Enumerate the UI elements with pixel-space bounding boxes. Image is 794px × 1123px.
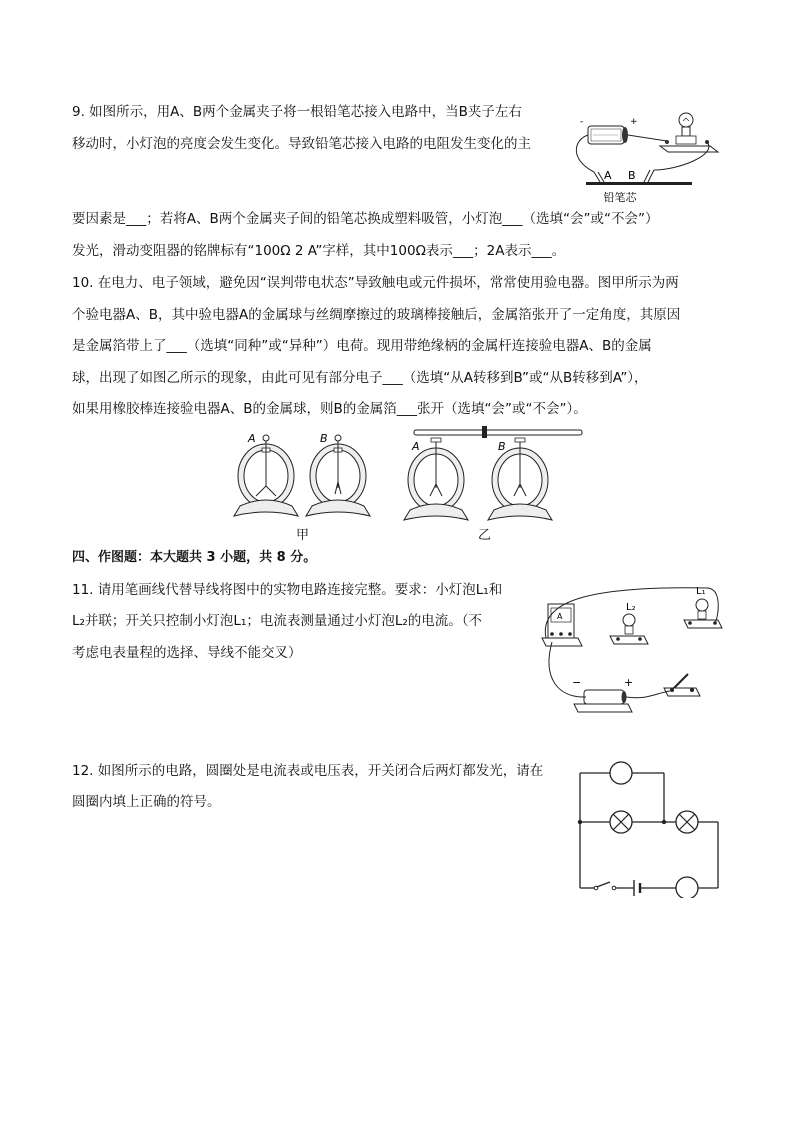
q11-line-1: 11. 请用笔画线代替导线将图中的实物电路连接完整。要求：小灯泡L₁和 xyxy=(72,582,503,598)
pencil-lead-circuit-figure xyxy=(568,110,724,205)
electroscope-a2-icon xyxy=(404,438,468,520)
electroscope-a2-label: A xyxy=(412,440,420,453)
electroscope-b2-label: B xyxy=(498,440,506,453)
bulb-l2-icon xyxy=(610,602,648,644)
clip-a-label: A xyxy=(604,169,612,182)
q10-line-4: 球，出现了如图乙所示的现象，由此可见有部分电子___（选填“从A转移到B”或“从B转移到A”）， xyxy=(72,370,648,386)
q10-line-2: 个验电器A、B，其中验电器A的金属球与丝绸摩擦过的玻璃棒接触后，金属箔张开了一定角度，其原因 xyxy=(72,307,681,323)
meter-circle-top[interactable] xyxy=(610,762,632,784)
battery-minus-label: − xyxy=(572,676,582,689)
meter-circle-bottom[interactable] xyxy=(676,877,698,898)
q9-line-3: 要因素是___；若将A、B两个金属夹子间的铅笔芯换成塑料吸管，小灯泡___（选填“会”或“不会”） xyxy=(72,211,659,227)
electroscope-figure xyxy=(228,424,588,524)
q11-line-3: 考虑电表量程的选择、导线不能交叉） xyxy=(72,645,302,661)
clip-b-label: B xyxy=(628,169,636,182)
section-heading: 四、作图题：本大题共 3 小题，共 8 分。 xyxy=(72,550,317,565)
ammeter-icon xyxy=(542,604,582,646)
bulb-l1-label: L₁ xyxy=(696,586,706,597)
battery-icon xyxy=(572,676,633,712)
pencil-lead xyxy=(586,182,692,185)
q9-line-1: 9. 如图所示，用A、B两个金属夹子将一根铅笔芯接入电路中，当B夹子左右 xyxy=(72,104,522,120)
circuit-diagram-figure xyxy=(572,758,722,898)
physical-circuit-figure xyxy=(538,578,728,718)
lamp-2-icon xyxy=(676,811,698,833)
bulb-l2-label: L₂ xyxy=(626,602,636,613)
battery-symbol-icon xyxy=(634,880,640,896)
q10-line-3: 是金属箔带上了___（选填“同种”或“异种”）电荷。现用带绝缘柄的金属杆连接验电器A、B的金属 xyxy=(72,338,652,354)
electroscope-a-icon xyxy=(234,432,298,516)
figure-caption-yi: 乙 xyxy=(478,528,492,543)
q9-line-2: 移动时，小灯泡的亮度会发生变化。导致铅笔芯接入电路的电阻发生变化的主 xyxy=(72,136,531,152)
figure-caption: 铅笔芯 xyxy=(603,191,637,204)
switch-icon xyxy=(664,674,700,696)
bulb-l1-icon xyxy=(684,586,722,628)
lamp-1-icon xyxy=(610,811,632,833)
electroscope-a-label: A xyxy=(248,432,256,445)
q9-line-4: 发光，滑动变阻器的铭牌标有“100Ω 2 A”字样，其中100Ω表示___；2A表示___。 xyxy=(72,243,566,259)
q10-line-1: 10. 在电力、电子领域，避免因“误判带电状态”导致触电或元件损坏，常常使用验电器。图甲所示为两 xyxy=(72,275,679,291)
battery-icon xyxy=(580,117,638,144)
battery-plus-label: + xyxy=(624,676,634,689)
electroscope-b-label: B xyxy=(320,432,328,445)
figure-caption-jia: 甲 xyxy=(296,528,310,543)
electroscope-b-icon xyxy=(306,432,370,516)
clip-a-icon xyxy=(594,172,604,182)
q12-line-2: 圆圈内填上正确的符号。 xyxy=(72,794,221,810)
metal-rod-icon xyxy=(414,426,582,438)
q11-line-2: L₂并联；开关只控制小灯泡L₁；电流表测量通过小灯泡L₂的电流。（不 xyxy=(72,613,483,629)
battery-plus-label: + xyxy=(630,117,638,127)
q10-line-5: 如果用橡胶棒连接验电器A、B的金属球，则B的金属箔___张开（选填“会”或“不会”）。 xyxy=(72,401,587,417)
battery-minus-label: - xyxy=(580,117,584,127)
ammeter-label: A xyxy=(557,612,563,621)
electroscope-b2-icon xyxy=(488,438,552,520)
q12-line-1: 12. 如图所示的电路，圆圈处是电流表或电压表，开关闭合后两灯都发光，请在 xyxy=(72,763,544,779)
clip-b-icon xyxy=(644,170,654,182)
